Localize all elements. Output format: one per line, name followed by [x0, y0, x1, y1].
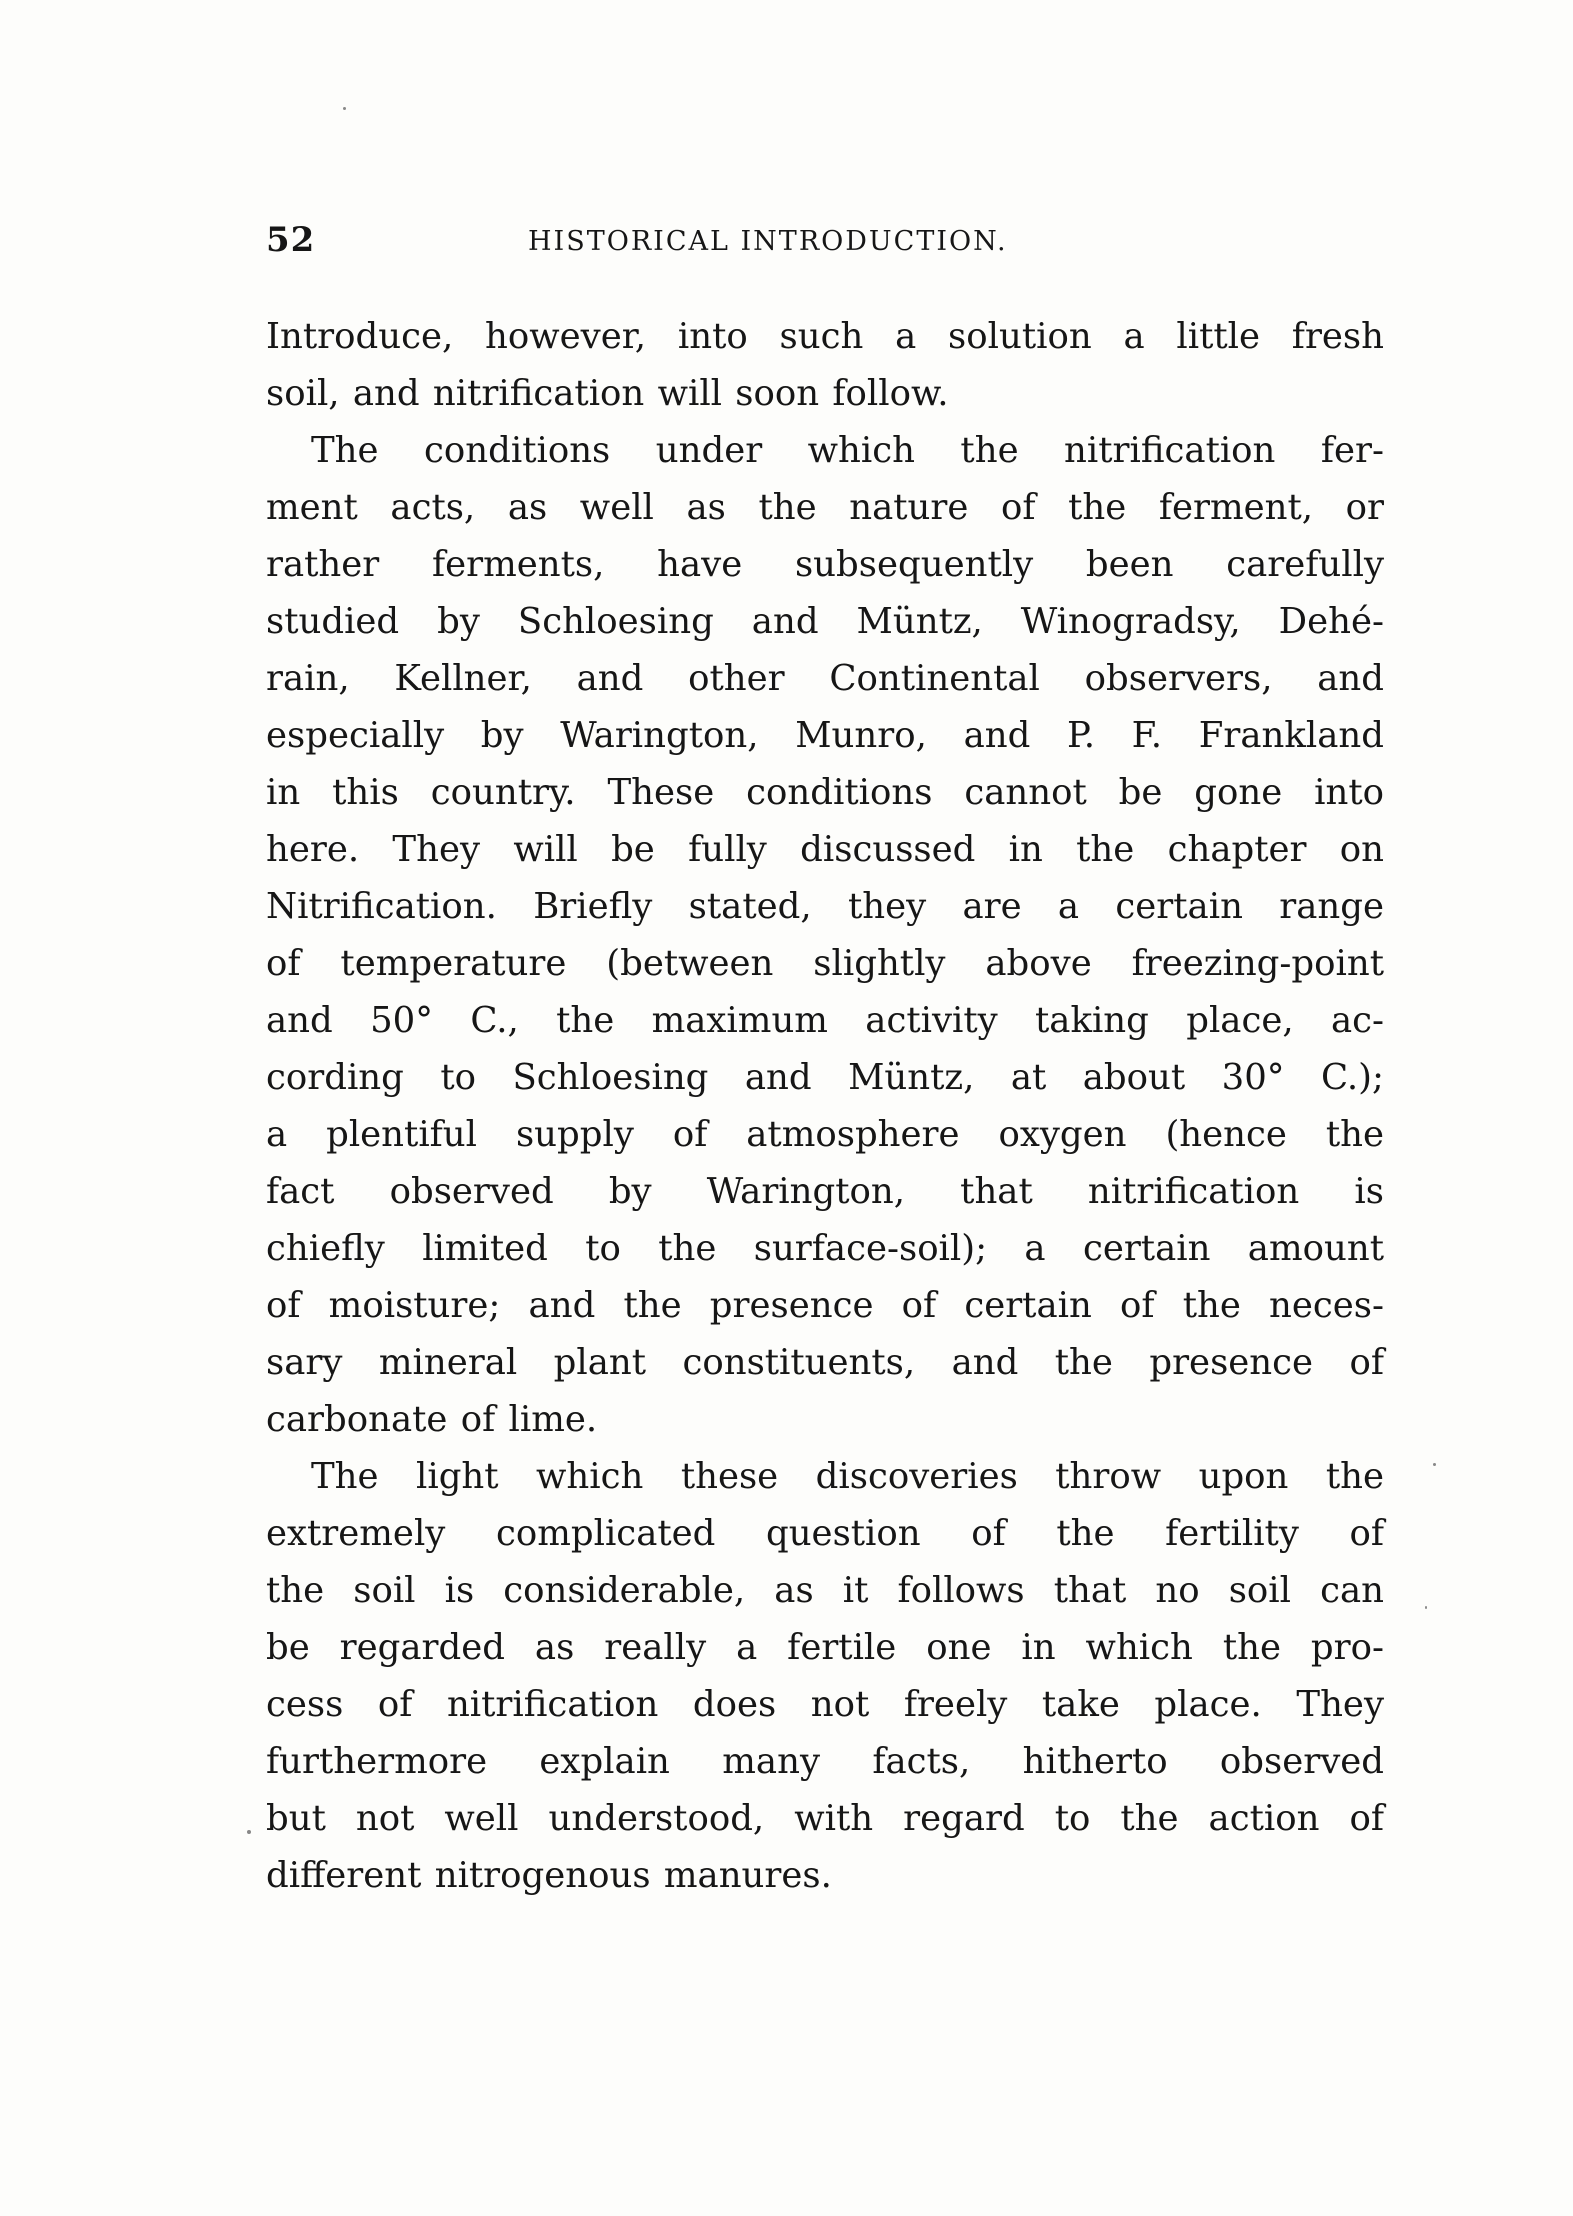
paper-speck: [1433, 1463, 1436, 1466]
running-title: HISTORICAL INTRODUCTION.: [528, 226, 1008, 257]
paragraph-start-line: The conditions under which the nitrification fer-: [311, 430, 1384, 471]
text-line: be regarded as really a fertile one in which the pro-: [266, 1627, 1384, 1668]
text-line: ment acts, as well as the nature of the ferment, or: [266, 487, 1384, 528]
text-line: in this country. These conditions cannot be gone into: [266, 772, 1384, 813]
text-line: sary mineral plant constituents, and the presence of: [266, 1342, 1384, 1383]
text-line: of moisture; and the presence of certain of the neces-: [266, 1285, 1384, 1326]
text-line: rather ferments, have subsequently been carefully: [266, 544, 1384, 585]
text-line: here. They will be fully discussed in the chapter on: [266, 829, 1384, 870]
text-line: especially by Warington, Munro, and P. F. Frankland: [266, 715, 1384, 756]
text-line: carbonate of lime.: [266, 1399, 598, 1440]
paper-speck: [1425, 1606, 1427, 1609]
text-line: furthermore explain many facts, hitherto observed: [266, 1741, 1384, 1782]
text-line: chiefly limited to the surface-soil); a certain amount: [266, 1228, 1384, 1269]
running-head: [266, 208, 1384, 268]
text-line: and 50° C., the maximum activity taking place, ac-: [266, 1000, 1384, 1041]
text-line: rain, Kellner, and other Continental observers, and: [266, 658, 1384, 699]
paper-speck: [343, 107, 346, 110]
text-line: fact observed by Warington, that nitrification is: [266, 1171, 1384, 1212]
text-line: but not well understood, with regard to the action of: [266, 1798, 1384, 1839]
text-line: different nitrogenous manures.: [266, 1855, 832, 1896]
paper-speck: [247, 1830, 251, 1834]
paragraph-start-line: The light which these discoveries throw upon the: [311, 1456, 1384, 1497]
text-line: cess of nitrification does not freely take place. They: [266, 1684, 1384, 1725]
page-number: 52: [266, 220, 316, 260]
text-line: Introduce, however, into such a solution a little fresh: [266, 316, 1384, 357]
text-line: soil, and nitrification will soon follow.: [266, 373, 949, 414]
text-line: extremely complicated question of the fertility of: [266, 1513, 1384, 1554]
text-line: of temperature (between slightly above freezing-point: [266, 943, 1384, 984]
text-line: studied by Schloesing and Müntz, Winogradsy, Dehé-: [266, 601, 1384, 642]
text-line: a plentiful supply of atmosphere oxygen (hence the: [266, 1114, 1384, 1155]
body-text: [266, 308, 1384, 1904]
text-line: cording to Schloesing and Müntz, at about 30° C.);: [266, 1057, 1384, 1098]
text-line: the soil is considerable, as it follows that no soil can: [266, 1570, 1384, 1611]
text-line: Nitrification. Briefly stated, they are a certain range: [266, 886, 1384, 927]
